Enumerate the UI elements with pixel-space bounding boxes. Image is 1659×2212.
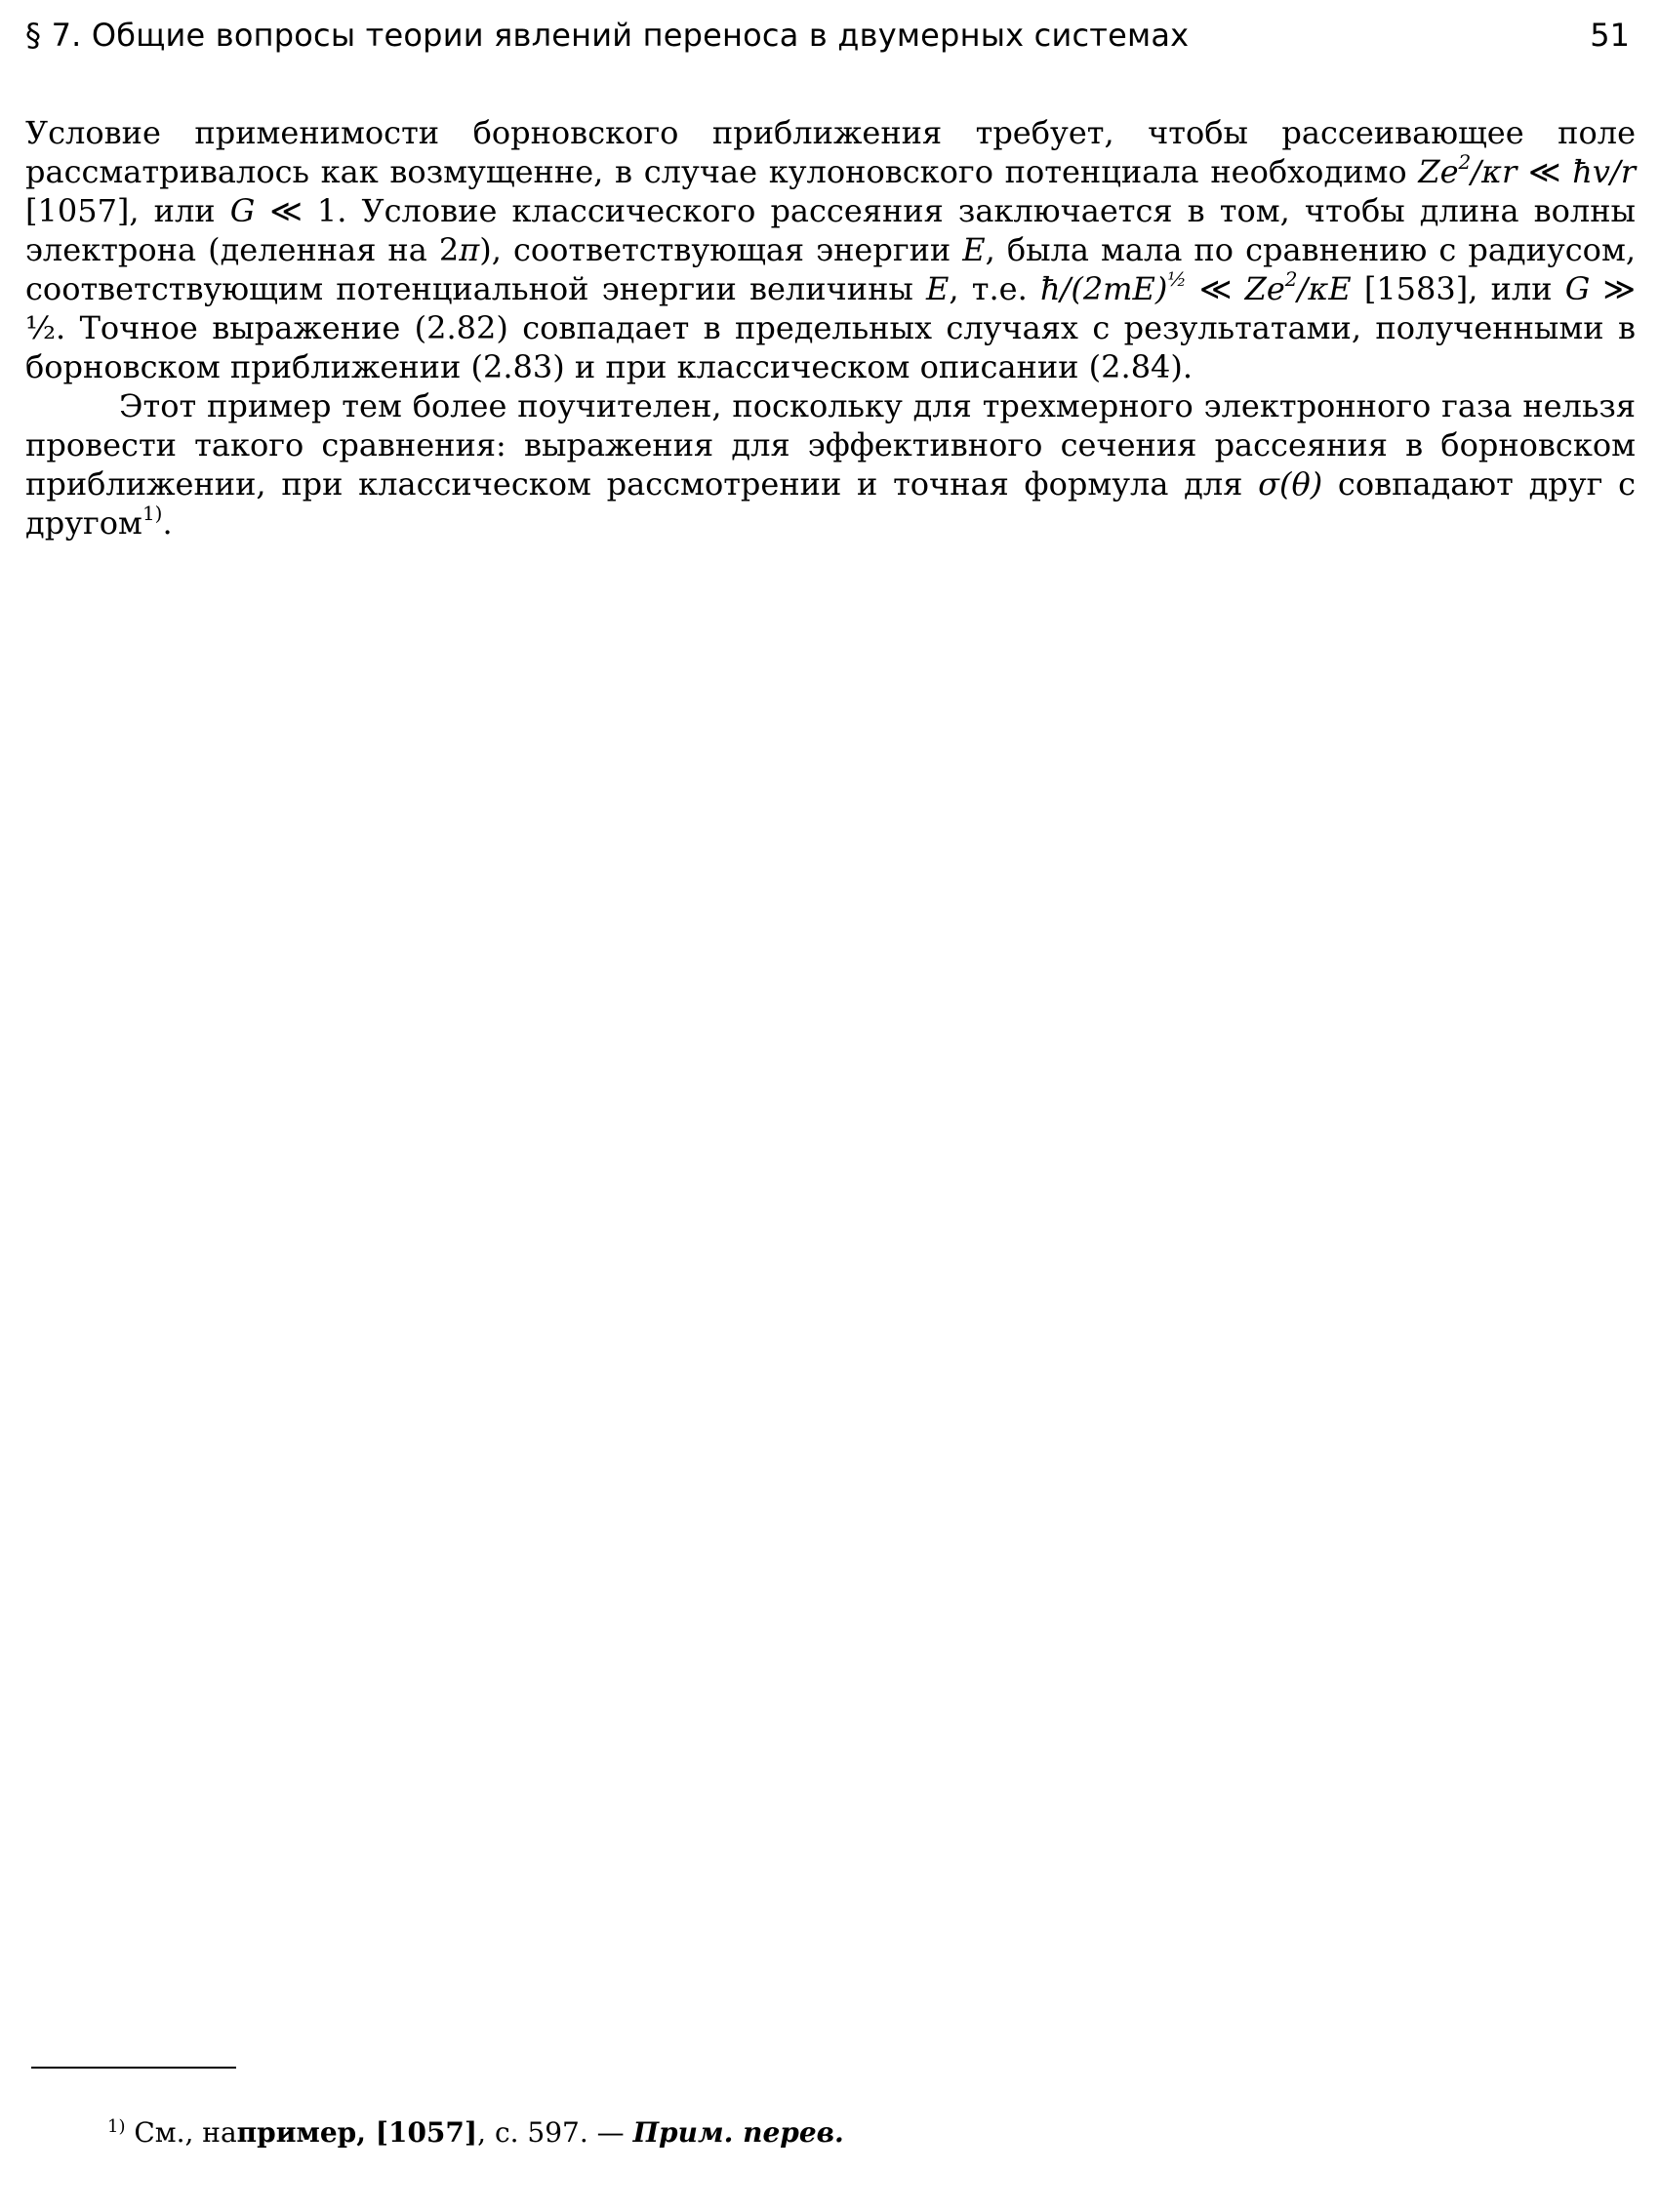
p2-text-2: совпадают друг с другом <box>25 465 1637 542</box>
p1-text-8: ≪ <box>1186 270 1245 307</box>
formula-sigma-theta: σ(θ) <box>1258 465 1323 503</box>
section-title: § 7. Общие вопросы теории явлений переноса в двумерных системах <box>25 17 1190 54</box>
footnote-text-1: См., на <box>125 2116 237 2149</box>
footnote-marker: 1) <box>107 2116 126 2137</box>
formula-g: G <box>229 192 256 229</box>
page-number: 51 <box>1590 17 1630 54</box>
body-text <box>25 113 1636 543</box>
p1-text-7: , т.е. <box>949 270 1040 307</box>
formula-part: /κE <box>1297 270 1352 307</box>
footnote-reference[interactable]: 1) <box>142 502 163 526</box>
formula-part: Ze <box>1418 153 1459 190</box>
formula-g: G <box>1564 270 1591 307</box>
p2-text-1: Этот пример тем более поучителен, поскольку для трехмерного электронного газа нельзя провести такого сравнения: выражения для эффективного сечения рассеяния в борновском приближении, при классическом рассмотрении и точная формула для <box>25 387 1636 503</box>
footnote-text-2: , с. 597. — <box>477 2116 633 2149</box>
formula-sup: 2 <box>1284 267 1298 292</box>
p1-text-10: ≫ ½. Точное выражение (2.82) совпадает в предельных случаях с результатами, полученными в борновском приближении (2.83) и при классическом описании (2.84). <box>25 270 1637 385</box>
paragraph-2 <box>25 386 1636 543</box>
p1-text-2: ≪ <box>1517 153 1573 190</box>
formula-ze2-ke <box>1244 267 1352 307</box>
formula-ze2-kr <box>1418 150 1517 190</box>
formula-h-2me <box>1039 267 1187 307</box>
formula-sup: ½ <box>1167 267 1187 292</box>
footnote <box>107 2113 844 2156</box>
formula-e: E <box>962 231 986 268</box>
formula-sup: 2 <box>1458 150 1472 175</box>
p1-text-6: , была мала по сравнению с радиусом, соответствующим потенциальной энергии величины <box>25 231 1637 307</box>
p1-text-4: ≪ 1. Условие классического рассеяния заключается в том, чтобы длина волны электрона (деленная на 2 <box>25 192 1637 268</box>
p1-text-1: Условие применимости борновского приближения требует, чтобы рассеивающее поле рассматривалось как возмущенне, в случае кулоновского потенциала необходимо <box>25 114 1636 190</box>
p1-text-5: ), соответствующая энергии <box>479 231 963 268</box>
formula-e: E <box>926 270 950 307</box>
footnote-divider <box>31 2067 236 2069</box>
formula-part: Ze <box>1244 270 1285 307</box>
formula-hv-r: ħv/r <box>1572 153 1637 190</box>
formula-part: ħ/(2mE) <box>1039 270 1168 307</box>
paragraph-1 <box>25 113 1636 386</box>
formula-part: /κr <box>1471 153 1517 190</box>
footnote-text-bold: пример, [1057] <box>236 2116 478 2149</box>
running-header <box>25 12 1630 70</box>
p2-text-3: . <box>162 504 173 542</box>
formula-pi: π <box>459 231 480 268</box>
p1-text-9: [1583], или <box>1351 270 1565 307</box>
footnote-text-italic: Прим. перев. <box>632 2116 844 2149</box>
p1-text-3: [1057], или <box>25 192 230 229</box>
